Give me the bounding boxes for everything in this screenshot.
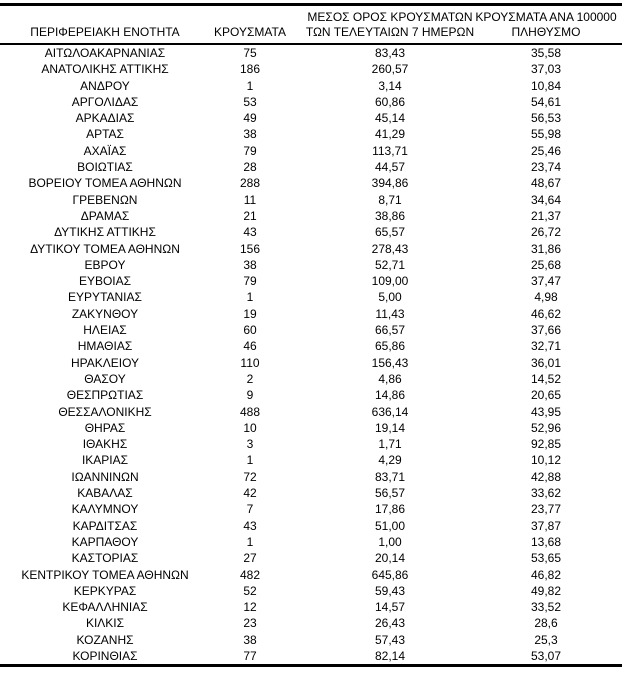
cases-cell: 488 [239,404,261,419]
table-row [0,567,622,583]
avg-7day-cell: 38,86 [374,208,406,223]
region-name-cell: ΒΟΙΩΤΙΑΣ [77,160,133,175]
region-name-cell: ΚΑΣΤΟΡΙΑΣ [71,551,139,566]
per-100k-cell: 37,87 [530,518,562,533]
cases-cell: 21 [243,208,257,223]
region-name-cell: ΗΡΑΚΛΕΙΟΥ [70,355,140,370]
avg-7day-cell: 1,71 [378,437,402,452]
per-100k-cell: 49,82 [530,583,562,598]
table-row [0,208,622,224]
avg-7day-cell: 26,43 [374,616,406,631]
table-row [0,387,622,403]
table-row [0,257,622,273]
table-row [0,501,622,517]
per-100k-cell: 25,3 [534,632,558,647]
table-row [0,371,622,387]
per-100k-cell: 10,84 [530,78,562,93]
region-name-cell: ΗΛΕΙΑΣ [83,323,127,338]
avg-7day-cell: 20,14 [374,551,406,566]
per-100k-cell: 31,86 [530,241,562,256]
cases-cell: 7 [246,502,254,517]
per-100k-cell: 55,98 [530,127,562,142]
cases-cell: 1 [246,78,254,93]
cases-cell: 79 [243,143,257,158]
avg-7day-cell: 109,00 [371,274,409,289]
avg-7day-cell: 59,43 [374,583,406,598]
cases-cell: 1 [246,534,254,549]
region-name-cell: ΚΟΖΑΝΗΣ [76,632,134,647]
per-100k-cell: 37,03 [530,62,562,77]
per-100k-cell: 13,68 [530,534,562,549]
per-100k-cell: 21,37 [530,208,562,223]
cases-cell: 1 [246,290,254,305]
region-name-cell: ΚΑΡΔΙΤΣΑΣ [72,518,138,533]
avg-7day-cell: 636,14 [371,404,409,419]
cases-cell: 3 [246,437,254,452]
region-name-cell: ΑΡΚΑΔΙΑΣ [75,111,135,126]
table-row [0,94,622,110]
per-100k-cell: 56,53 [530,111,562,126]
col-header-per-100k-label: ΚΡΟΥΣΜΑΤΑ ΑΝΑ 100000 ΠΛΗΘΥΣΜΟ [475,10,617,39]
table-row [0,550,622,566]
avg-7day-cell: 60,86 [374,94,406,109]
cases-cell: 11 [243,192,257,207]
cases-cell: 1 [246,453,254,468]
region-name-cell: ΘΕΣΣΑΛΟΝΙΚΗΣ [58,404,152,419]
table-body [0,44,622,666]
cases-cell: 38 [243,632,257,647]
avg-7day-cell: 19,14 [374,420,406,435]
per-100k-cell: 32,71 [530,339,562,354]
avg-7day-cell: 65,86 [374,339,406,354]
cases-cell: 12 [243,600,257,615]
col-header-avg-7day-label: ΜΕΣΟΣ ΟΡΟΣ ΚΡΟΥΣΜΑΤΩΝ ΤΩΝ ΤΕΛΕΥΤΑΙΩΝ 7 ΗΜΕΡΩΝ [305,10,475,39]
header-row [0,5,622,45]
per-100k-cell: 46,82 [530,567,562,582]
per-100k-cell: 37,47 [530,274,562,289]
table-row [0,583,622,599]
avg-7day-cell: 260,57 [371,62,409,77]
avg-7day-cell: 45,14 [374,111,406,126]
table-row [0,648,622,666]
region-name-cell: ΑΡΤΑΣ [86,127,124,142]
avg-7day-cell: 17,86 [374,502,406,517]
per-100k-cell: 46,62 [530,306,562,321]
region-name-cell: ΙΚΑΡΙΑΣ [81,453,129,468]
table-row [0,273,622,289]
cases-cell: 23 [243,616,257,631]
cases-cell: 28 [243,160,257,175]
table-row [0,436,622,452]
avg-7day-cell: 66,57 [374,323,406,338]
region-name-cell: ΚΕΦΑΛΛΗΝΙΑΣ [62,600,148,615]
region-name-cell: ΚΟΡΙΝΘΙΑΣ [72,648,138,663]
avg-7day-cell: 11,43 [375,306,405,321]
region-name-cell: ΔΥΤΙΚΟΥ ΤΟΜΕΑ ΑΘΗΝΩΝ [30,241,180,256]
cases-cell: 46 [243,339,257,354]
table-row [0,44,622,61]
region-name-cell: ΕΥΡΥΤΑΝΙΑΣ [68,290,142,305]
table-row [0,110,622,126]
per-100k-cell: 35,58 [530,46,562,60]
region-name-cell: ΚΑΡΠΑΘΟΥ [71,534,139,549]
region-name-cell: ΓΡΕΒΕΝΩΝ [72,192,138,207]
region-name-cell: ΙΩΑΝΝΙΝΩΝ [71,469,139,484]
region-name-cell: ΘΗΡΑΣ [84,420,126,435]
table-row [0,143,622,159]
table-row [0,452,622,468]
table-row [0,632,622,648]
table-row [0,404,622,420]
table-row [0,306,622,322]
table-row [0,420,622,436]
avg-7day-cell: 278,43 [371,241,409,256]
cases-cell: 43 [243,225,257,240]
avg-7day-cell: 83,43 [374,46,406,60]
avg-7day-cell: 51,00 [374,518,406,533]
table-row [0,338,622,354]
table-row [0,469,622,485]
region-name-cell: ΑΡΓΟΛΙΔΑΣ [71,94,139,109]
cases-by-region-table [0,3,622,667]
per-100k-cell: 37,66 [530,323,562,338]
avg-7day-cell: 52,71 [374,257,406,272]
avg-7day-cell: 4,86 [378,371,402,386]
avg-7day-cell: 394,86 [371,176,409,191]
cases-cell: 482 [239,567,261,582]
per-100k-cell: 23,74 [530,160,562,175]
avg-7day-cell: 1,00 [378,534,402,549]
region-name-cell: ΖΑΚΥΝΘΟΥ [71,306,139,321]
per-100k-cell: 33,62 [530,486,562,501]
per-100k-cell: 34,64 [530,192,562,207]
col-header-regional-unit-label: ΠΕΡΙΦΕΡΕΙΑΚΗ ΕΝΟΤΗΤΑ [30,25,180,39]
avg-7day-cell: 645,86 [371,567,409,582]
per-100k-cell: 20,65 [530,388,562,403]
avg-7day-cell: 8,71 [378,192,402,207]
col-header-cases [190,5,310,45]
avg-7day-cell: 14,57 [374,600,406,615]
avg-7day-cell: 4,29 [378,453,402,468]
table-header [0,5,622,45]
region-name-cell: ΔΥΤΙΚΗΣ ΑΤΤΙΚΗΣ [54,225,156,240]
cases-cell: 156 [239,241,261,256]
table-row [0,126,622,142]
table-row [0,192,622,208]
avg-7day-cell: 56,57 [374,486,406,501]
cases-cell: 186 [239,62,261,77]
cases-cell: 288 [239,176,261,191]
region-name-cell: ΑΧΑΪΑΣ [83,143,127,158]
table-row [0,78,622,94]
cases-cell: 27 [243,551,257,566]
cases-cell: 38 [243,127,257,142]
region-name-cell: ΒΟΡΕΙΟΥ ΤΟΜΕΑ ΑΘΗΝΩΝ [28,176,182,191]
avg-7day-cell: 82,14 [374,648,406,663]
table-row [0,534,622,550]
per-100k-cell: 48,67 [530,176,562,191]
cases-cell: 49 [243,111,257,126]
cases-cell: 19 [243,306,257,321]
per-100k-cell: 54,61 [530,94,562,109]
per-100k-cell: 53,65 [530,551,562,566]
col-header-cases-label: ΚΡΟΥΣΜΑΤΑ [214,25,286,39]
avg-7day-cell: 14,86 [374,388,406,403]
per-100k-cell: 14,52 [530,371,562,386]
per-100k-cell: 4,98 [534,290,558,305]
cases-cell: 43 [243,518,257,533]
cases-cell: 2 [246,371,254,386]
table-row [0,224,622,240]
region-name-cell: ΚΕΡΚΥΡΑΣ [73,583,137,598]
cases-cell: 38 [243,257,257,272]
col-header-per-100k [470,5,622,45]
per-100k-cell: 92,85 [530,437,562,452]
per-100k-cell: 53,07 [530,648,562,663]
cases-cell: 60 [243,323,257,338]
avg-7day-cell: 3,14 [378,78,402,93]
region-name-cell: ΚΑΒΑΛΑΣ [77,486,133,501]
region-name-cell: ΕΥΒΟΙΑΣ [78,274,132,289]
cases-cell: 77 [243,648,257,663]
table-row [0,615,622,631]
per-100k-cell: 25,68 [530,257,562,272]
avg-7day-cell: 113,71 [372,143,408,158]
avg-7day-cell: 41,29 [374,127,406,142]
region-name-cell: ΑΝΔΡΟΥ [80,78,130,93]
table-row [0,485,622,501]
region-name-cell: ΘΕΣΠΡΩΤΙΑΣ [66,388,144,403]
table-row [0,241,622,257]
avg-7day-cell: 57,43 [374,632,406,647]
cases-cell: 110 [240,355,260,370]
table-row [0,355,622,371]
per-100k-cell: 26,72 [530,225,562,240]
region-name-cell: ΚΑΛΥΜΝΟΥ [71,502,139,517]
per-100k-cell: 23,77 [530,502,562,517]
table-row [0,159,622,175]
per-100k-cell: 10,12 [530,453,562,468]
region-name-cell: ΘΑΣΟΥ [84,371,126,386]
cases-cell: 10 [243,420,257,435]
region-name-cell: ΗΜΑΘΙΑΣ [77,339,133,354]
table-row [0,61,622,77]
cases-cell: 75 [243,46,257,60]
per-100k-cell: 42,88 [530,469,562,484]
region-name-cell: ΚΕΝΤΡΙΚΟΥ ΤΟΜΕΑ ΑΘΗΝΩΝ [21,567,189,582]
per-100k-cell: 52,96 [530,420,562,435]
avg-7day-cell: 83,71 [374,469,406,484]
per-100k-cell: 36,01 [530,355,562,370]
table-row [0,289,622,305]
cases-cell: 79 [243,274,257,289]
cases-cell: 42 [243,486,257,501]
col-header-avg-7day [305,5,475,45]
cases-cell: 72 [243,469,257,484]
table-row [0,322,622,338]
per-100k-cell: 28,6 [534,616,558,631]
region-name-cell: ΔΡΑΜΑΣ [80,208,130,223]
region-name-cell: ΕΒΡΟΥ [84,257,126,272]
region-name-cell: ΚΙΛΚΙΣ [85,616,125,631]
table-row [0,175,622,191]
avg-7day-cell: 5,00 [378,290,402,305]
region-name-cell: ΑΙΤΩΛΟΑΚΑΡΝΑΝΙΑΣ [44,46,166,60]
per-100k-cell: 25,46 [530,143,562,158]
per-100k-cell: 33,52 [530,600,562,615]
region-name-cell: ΙΘΑΚΗΣ [82,437,128,452]
avg-7day-cell: 44,57 [374,160,406,175]
cases-cell: 53 [243,94,257,109]
per-100k-cell: 43,95 [530,404,562,419]
avg-7day-cell: 65,57 [374,225,406,240]
cases-cell: 9 [246,388,254,403]
cases-cell: 52 [243,583,257,598]
table-row [0,518,622,534]
region-name-cell: ΑΝΑΤΟΛΙΚΗΣ ΑΤΤΙΚΗΣ [41,62,169,77]
table-row [0,599,622,615]
col-header-regional-unit [0,5,190,45]
avg-7day-cell: 156,43 [371,355,409,370]
